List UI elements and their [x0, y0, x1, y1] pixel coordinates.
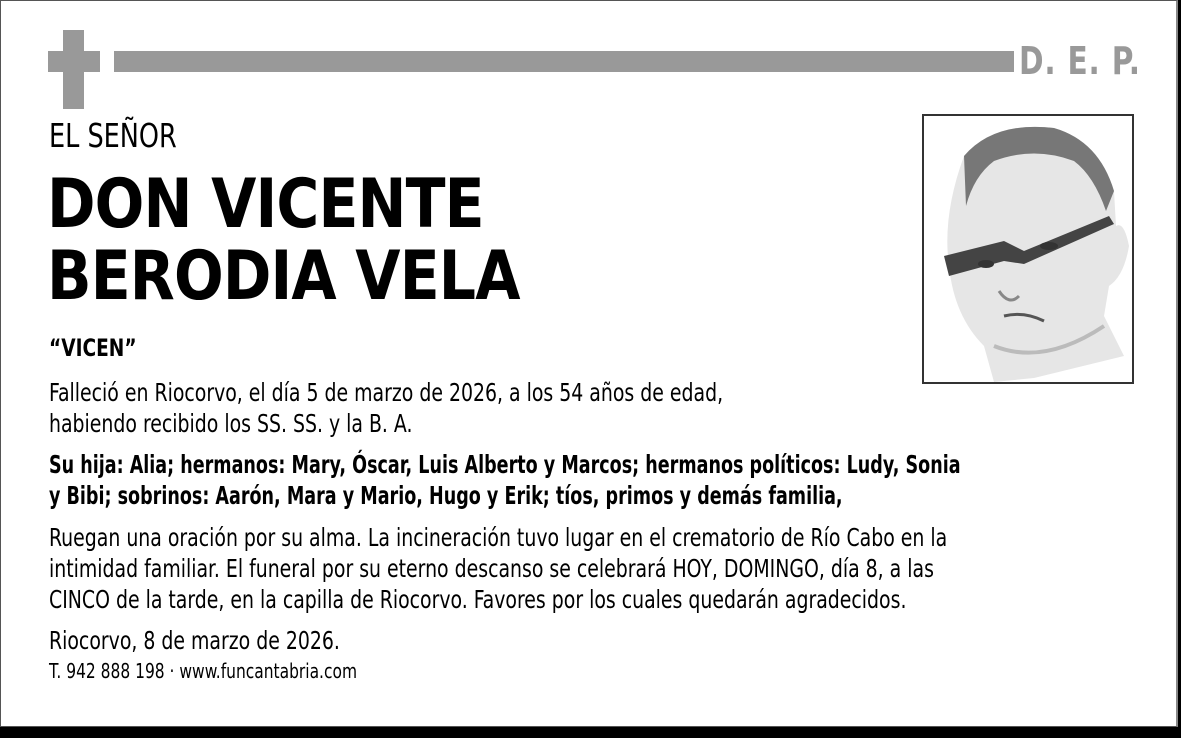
contact-line: T. 942 888 198 · www.funcantabria.com — [49, 659, 358, 683]
family-list — [49, 449, 961, 511]
deceased-name — [47, 165, 520, 316]
death-line-1: Falleció en Riocorvo, el día 5 de marzo de 2026, a los 54 años de edad, — [49, 378, 724, 407]
nickname: “VICEN” — [49, 334, 137, 362]
cross-icon-bar — [48, 51, 100, 72]
name-line-2: BERODIA VELA — [47, 237, 520, 316]
service-line-1: Ruegan una oración por su alma. La incineración tuvo lugar en el crematorio de Río Cabo en la — [49, 523, 948, 552]
family-line-1: Su hija: Alia; hermanos: Mary, Óscar, Luis Alberto y Marcos; hermanos políticos: Ludy, Sonia — [49, 450, 961, 479]
dep-heading: D. E. P. — [1019, 39, 1141, 83]
death-line-2: habiendo recibido los SS. SS. y la B. A. — [49, 409, 413, 438]
family-line-2: y Bibi; sobrinos: Aarón, Mara y Mario, Hugo y Erik; tíos, primos y demás familia, — [49, 481, 843, 510]
honorific: EL SEÑOR — [49, 116, 177, 155]
header-rule — [114, 51, 1014, 72]
service-line-2: intimidad familiar. El funeral por su eterno descanso se celebrará HOY, DOMINGO, día 8, a las — [49, 554, 934, 583]
name-line-1: DON VICENTE — [47, 165, 484, 244]
portrait-photo — [922, 114, 1134, 384]
portrait-image — [924, 116, 1132, 382]
place-date: Riocorvo, 8 de marzo de 2026. — [49, 626, 340, 655]
death-details — [49, 377, 723, 439]
service-details — [49, 522, 947, 615]
service-line-3: CINCO de la tarde, en la capilla de Riocorvo. Favores por los cuales quedarán agradecidos. — [49, 585, 907, 614]
